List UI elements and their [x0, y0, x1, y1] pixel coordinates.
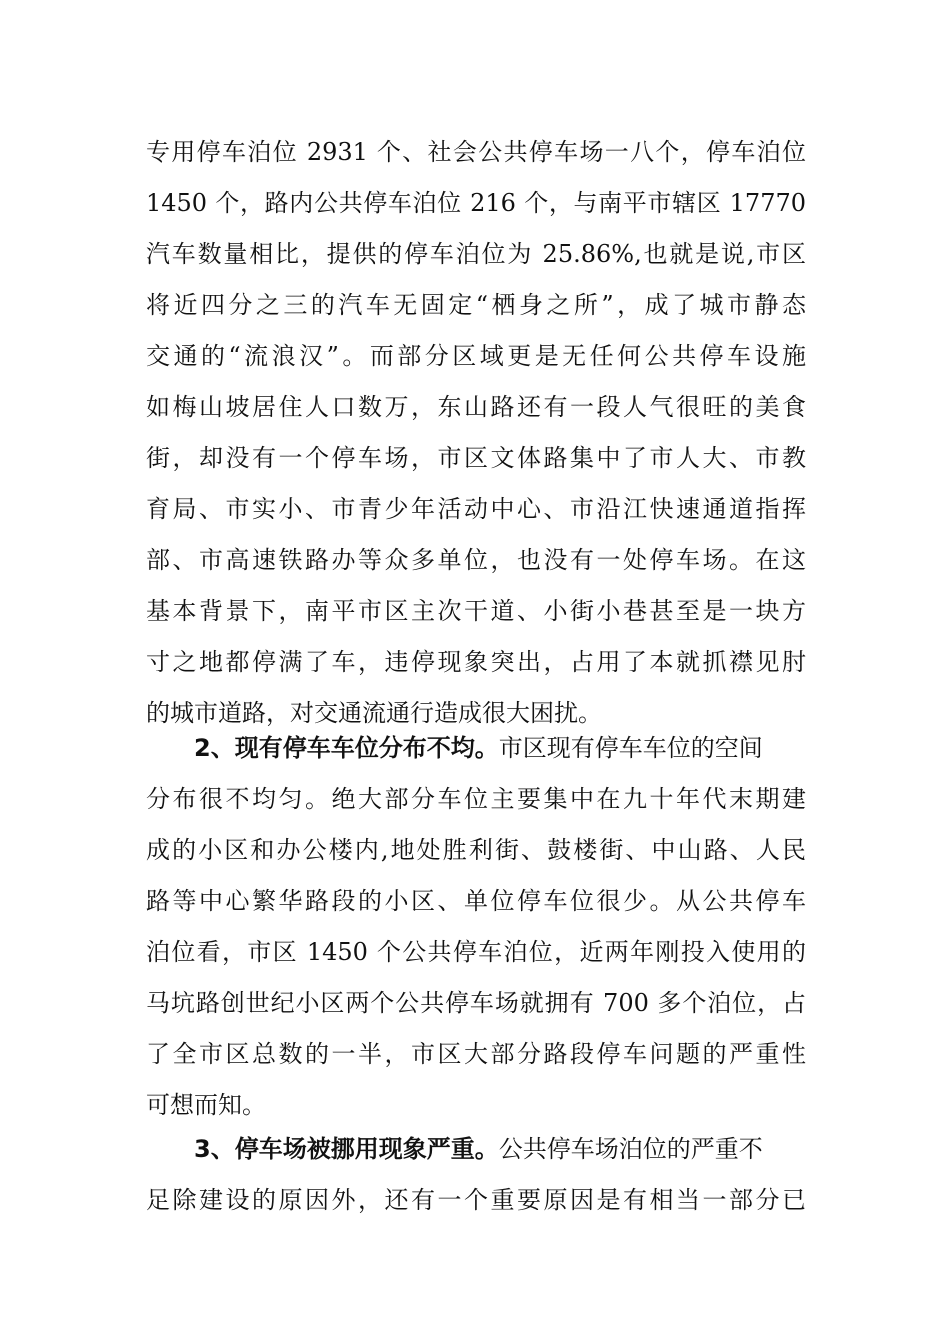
- paragraph-line: 如梅山坡居住人口数万，东山路还有一段人气很旺的美食: [146, 393, 806, 421]
- paragraph-line: 1450 个，路内公共停车泊位 216 个，与南平市辖区 17770: [146, 189, 806, 217]
- paragraph-line: 基本背景下，南平市区主次干道、小街小巷甚至是一块方: [146, 597, 806, 625]
- paragraph-2: [146, 723, 806, 1131]
- paragraph-line: 了全市区总数的一半，市区大部分路段停车问题的严重性: [146, 1040, 806, 1068]
- paragraph-text: 市区现有停车车位的空间: [498, 734, 763, 762]
- paragraph-line: 足除建设的原因外，还有一个重要原因是有相当一部分已: [146, 1186, 806, 1214]
- paragraph-line: 育局、市实小、市青少年活动中心、市沿江快速通道指挥: [146, 495, 806, 523]
- paragraph-first-line: [146, 723, 806, 774]
- section-heading: 2、现有停车车位分布不均。: [194, 734, 499, 762]
- section-heading: 3、停车场被挪用现象严重。: [194, 1135, 499, 1163]
- paragraph-first-line: [146, 1124, 806, 1175]
- paragraph-line: 路等中心繁华路段的小区、单位停车位很少。从公共停车: [146, 887, 806, 915]
- paragraph-1: [146, 127, 806, 739]
- paragraph-line: 的城市道路，对交通流通行造成很大困扰。: [146, 699, 602, 727]
- paragraph-line: 寸之地都停满了车，违停现象突出，占用了本就抓襟见肘: [146, 648, 806, 676]
- paragraph-line: 泊位看，市区 1450 个公共停车泊位，近两年刚投入使用的: [146, 938, 806, 966]
- paragraph-line: 成的小区和办公楼内,地处胜利街、鼓楼街、中山路、人民: [146, 836, 806, 864]
- paragraph-line: 部、市高速铁路办等众多单位，也没有一处停车场。在这: [146, 546, 806, 574]
- paragraph-line: 汽车数量相比，提供的停车泊位为 25.86%,也就是说,市区: [146, 240, 806, 268]
- paragraph-line: 将近四分之三的汽车无固定“栖身之所”，成了城市静态: [146, 291, 806, 319]
- paragraph-line: 分布很不均匀。绝大部分车位主要集中在九十年代末期建: [146, 785, 806, 813]
- paragraph-line: 交通的“流浪汉”。而部分区域更是无任何公共停车设施: [146, 342, 806, 370]
- paragraph-line: 街，却没有一个停车场，市区文体路集中了市人大、市教: [146, 444, 806, 472]
- paragraph-text: 公共停车场泊位的严重不: [498, 1135, 763, 1163]
- paragraph-3: [146, 1124, 806, 1226]
- paragraph-line: 专用停车泊位 2931 个、社会公共停车场一八个，停车泊位: [146, 138, 806, 166]
- paragraph-line: 马坑路创世纪小区两个公共停车场就拥有 700 多个泊位，占: [146, 989, 806, 1017]
- paragraph-line: 可想而知。: [146, 1091, 266, 1119]
